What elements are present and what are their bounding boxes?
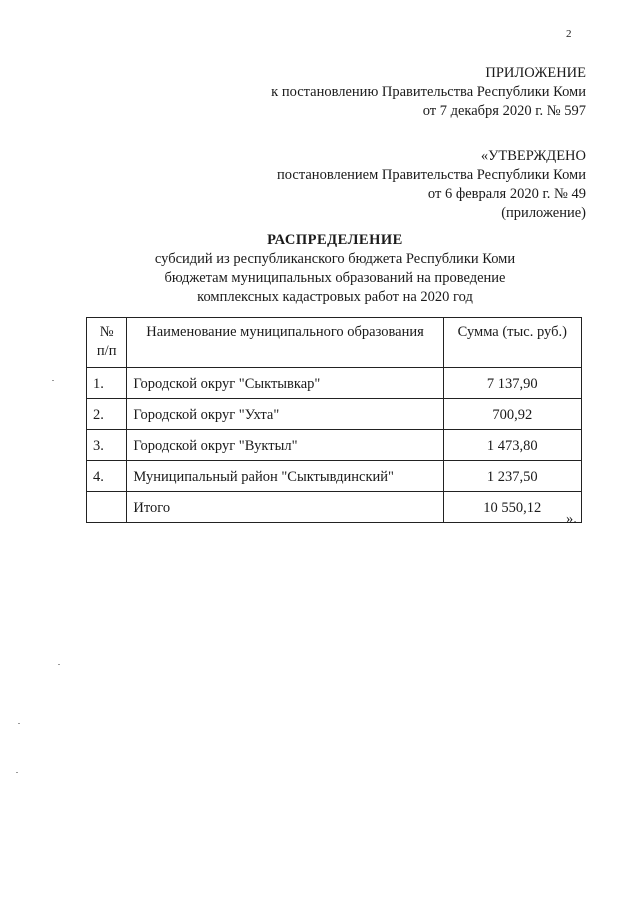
appendix-resolution: к постановлению Правительства Республики Коми: [271, 84, 586, 100]
document-subtitle-line1: субсидий из республиканского бюджета Республики Коми: [154, 251, 516, 267]
header-number-sign: №: [99, 324, 114, 340]
row-name: Городской округ "Вуктыл": [127, 430, 443, 461]
row-name: Муниципальный район "Сыктывдинский": [127, 461, 443, 492]
total-label: Итого: [127, 492, 443, 523]
header-sum: Сумма (тыс. руб.): [443, 318, 581, 368]
document-subtitle-line3: комплексных кадастровых работ на 2020 год: [197, 289, 473, 305]
row-number: 1.: [87, 368, 127, 399]
approved-resolution: постановлением Правительства Республики Коми: [277, 167, 586, 183]
closing-quote: ».: [566, 511, 577, 527]
total-sum: 10 550,12: [443, 492, 581, 523]
row-number: 4.: [87, 461, 127, 492]
table-total-row: [87, 492, 582, 523]
header-number: [87, 318, 127, 368]
approved-title: «УТВЕРЖДЕНО: [480, 148, 586, 164]
appendix-date: от 7 декабря 2020 г. № 597: [422, 103, 586, 119]
row-sum: 1 473,80: [443, 430, 581, 461]
scan-speck: [18, 723, 20, 724]
row-number: 3.: [87, 430, 127, 461]
document-heading: [90, 231, 580, 307]
row-name: Городской округ "Сыктывкар": [127, 368, 443, 399]
scan-speck: [16, 772, 18, 773]
appendix-block: [271, 64, 586, 121]
approved-block: [277, 147, 586, 223]
row-name: Городской округ "Ухта": [127, 399, 443, 430]
row-sum: 1 237,50: [443, 461, 581, 492]
header-name: Наименование муниципального образования: [127, 318, 443, 368]
table-row: [87, 368, 582, 399]
appendix-title: ПРИЛОЖЕНИЕ: [485, 65, 586, 81]
scan-speck: [58, 664, 60, 665]
scan-speck: [52, 380, 54, 381]
header-number-pp: п/п: [96, 343, 117, 359]
table-row: [87, 399, 582, 430]
document-title: РАСПРЕДЕЛЕНИЕ: [267, 232, 403, 248]
row-sum: 7 137,90: [443, 368, 581, 399]
row-sum: 700,92: [443, 399, 581, 430]
row-number: 2.: [87, 399, 127, 430]
table-row: [87, 461, 582, 492]
approved-note: (приложение): [501, 205, 586, 221]
document-subtitle-line2: бюджетам муниципальных образований на проведение: [164, 270, 506, 286]
table-header-row: [87, 318, 582, 368]
distribution-table: [86, 317, 582, 523]
total-number: [87, 492, 127, 523]
table-row: [87, 430, 582, 461]
approved-date: от 6 февраля 2020 г. № 49: [427, 186, 586, 202]
page-number: 2: [566, 28, 572, 40]
